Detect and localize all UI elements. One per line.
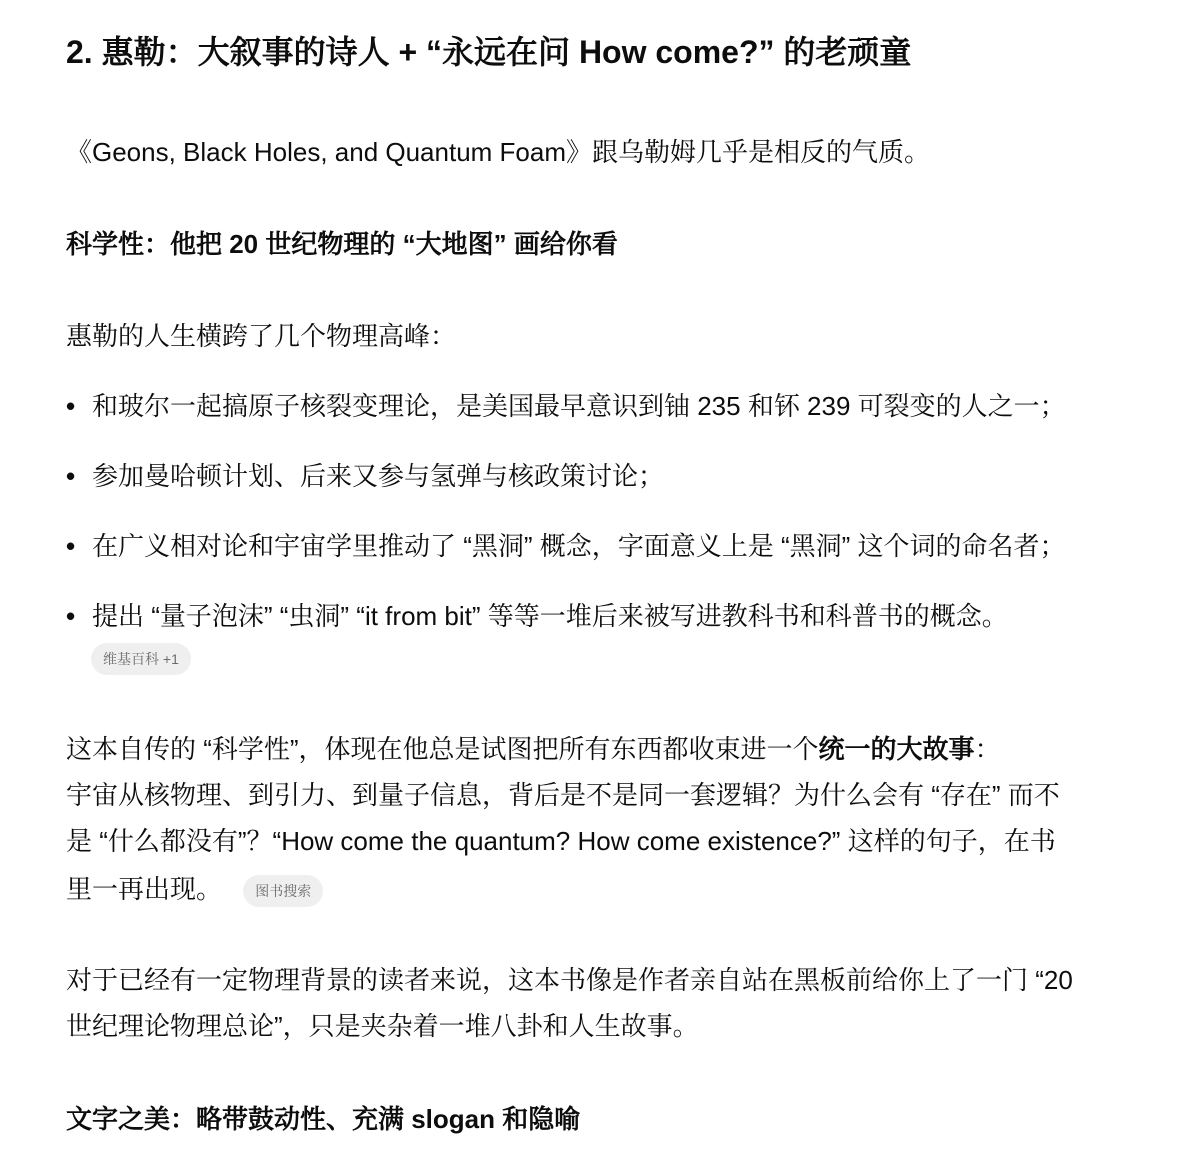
section-heading: 2. 惠勒：大叙事的诗人 + “永远在问 How come?” 的老顽童 — [66, 34, 912, 70]
list-item — [66, 383, 1066, 429]
bullet-marker: • — [66, 531, 76, 561]
list-item — [66, 453, 664, 499]
list-item — [66, 593, 1008, 639]
closing-paragraph-line: 世纪理论物理总论”，只是夹杂着一堆八卦和人生故事。 — [66, 1011, 699, 1041]
bullet-marker: • — [66, 391, 76, 421]
intro-paragraph: 《Geons, Black Holes, and Quantum Foam》跟乌勒姆几乎是相反的气质。 — [66, 137, 931, 167]
list-item-text: 在广义相对论和宇宙学里推动了 “黑洞” 概念，字面意义上是 “黑洞” 这个词的命名者； — [92, 531, 1066, 561]
science-paragraph-line: 里一再出现。 图书搜索 — [66, 866, 323, 912]
closing-paragraph-line: 对于已经有一定物理背景的读者来说，这本书像是作者亲自站在黑板前给你上了一门 “20 — [66, 965, 1073, 995]
science-subheading: 科学性：他把 20 世纪物理的 “大地图” 画给你看 — [66, 229, 618, 259]
list-item — [66, 523, 1066, 569]
list-item-text: 参加曼哈顿计划、后来又参与氢弹与核政策讨论； — [92, 461, 665, 491]
bullet-marker: • — [66, 601, 76, 631]
science-paragraph-line: 是 “什么都没有”？“How come the quantum? How come existence?” 这样的句子，在书 — [66, 826, 1056, 856]
wikipedia-source-chip[interactable]: 维基百科 +1 — [91, 643, 191, 675]
writing-subheading: 文字之美：略带鼓动性、充满 slogan 和隐喻 — [66, 1104, 581, 1134]
list-item-text: 提出 “量子泡沫” “虫洞” “it from bit” 等等一堆后来被写进教科书和科普书的概念。 — [92, 601, 1008, 631]
bold-phrase: 统一的大故事 — [818, 734, 975, 764]
bullet-marker: • — [66, 461, 76, 491]
science-paragraph-line: 这本自传的 “科学性”，体现在他总是试图把所有东西都收束进一个统一的大故事： — [66, 734, 1001, 764]
book-search-chip[interactable]: 图书搜索 — [243, 875, 323, 907]
list-item-text: 和玻尔一起搞原子核裂变理论，是美国最早意识到铀 235 和钚 239 可裂变的人之一； — [92, 391, 1066, 421]
science-paragraph-line: 宇宙从核物理、到引力、到量子信息，背后是不是同一套逻辑？为什么会有 “存在” 而不 — [66, 780, 1060, 810]
science-lead: 惠勒的人生横跨了几个物理高峰： — [66, 321, 457, 351]
